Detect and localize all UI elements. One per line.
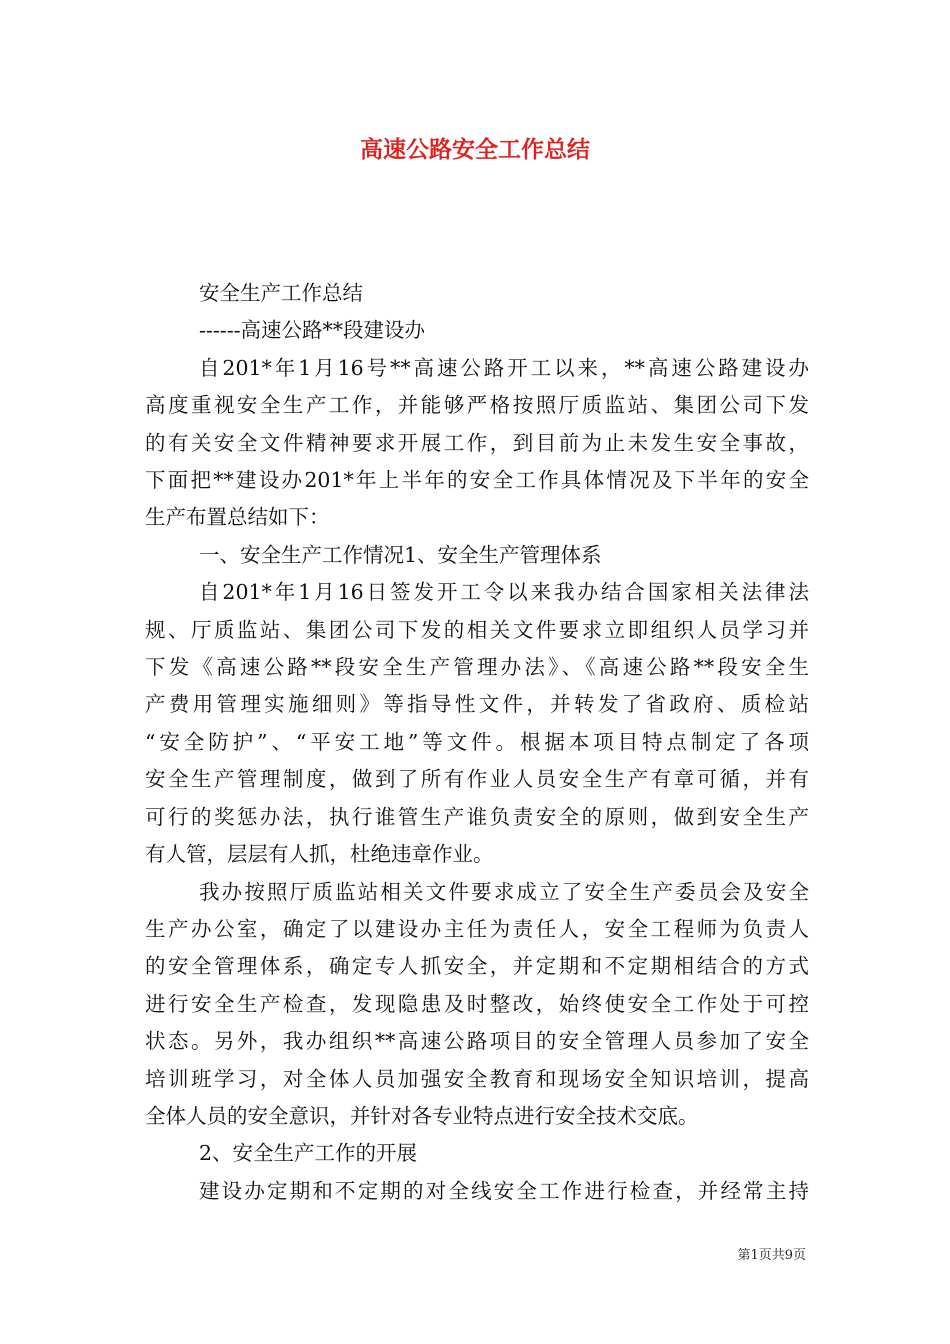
text-line: 生产布置总结如下：	[145, 505, 330, 530]
text-line: 2、安全生产工作的开展	[199, 1141, 418, 1166]
text-line: 安全生产工作总结	[199, 281, 363, 305]
text-line: 状态。另外，我办组织**高速公路项目的安全管理人员参加了安全	[145, 1029, 809, 1054]
text-line: 下面把**建设办201*年上半年的安全工作具体情况及下半年的安全	[145, 468, 809, 493]
text-line: 自201*年1月16日签发开工令以来我办结合国家相关法律法	[199, 580, 809, 605]
text-line: 的有关安全文件精神要求开展工作，到目前为止未发生安全事故，	[145, 430, 809, 455]
document-body	[145, 275, 809, 1210]
text-line: 的安全管理体系，确定专人抓安全，并定期和不定期相结合的方式	[145, 954, 809, 979]
text-line: 有人管，层层有人抓，杜绝违章作业。	[145, 842, 494, 867]
text-line: 进行安全生产检查，发现隐患及时整改，始终使安全工作处于可控	[145, 991, 809, 1016]
page-number: 第1页共9页	[737, 1248, 806, 1263]
text-line: 高度重视安全生产工作，并能够严格按照厅质监站、集团公司下发	[145, 393, 809, 418]
text-line: 下发《高速公路**段安全生产管理办法》、《高速公路**段安全生	[145, 655, 809, 680]
text-line: 安全生产管理制度，做到了所有作业人员安全生产有章可循，并有	[145, 767, 809, 792]
text-line: 可行的奖惩办法，执行谁管生产谁负责安全的原则，做到安全生产	[145, 804, 809, 829]
text-line: 我办按照厅质监站相关文件要求成立了安全生产委员会及安全	[199, 879, 809, 904]
text-line: 全体人员的安全意识，并针对各专业特点进行安全技术交底。	[145, 1103, 699, 1128]
text-line: 产费用管理实施细则》等指导性文件，并转发了省政府、质检站	[145, 692, 809, 717]
text-line: 生产办公室，确定了以建设办主任为责任人，安全工程师为负责人	[145, 916, 809, 941]
text-line: 一、安全生产工作情况1、安全生产管理体系	[199, 542, 602, 567]
text-line: ------高速公路**段建设办	[199, 318, 426, 343]
text-line: “安全防护”、“平安工地”等文件。根据本项目特点制定了各项	[145, 729, 809, 754]
text-line: 规、厅质监站、集团公司下发的相关文件要求立即组织人员学习并	[145, 617, 809, 642]
text-line: 培训班学习，对全体人员加强安全教育和现场安全知识培训，提高	[145, 1066, 809, 1091]
document-title: 高速公路安全工作总结	[360, 136, 590, 163]
text-line: 建设办定期和不定期的对全线安全工作进行检查，并经常主持	[199, 1178, 809, 1203]
text-line: 自201*年1月16号**高速公路开工以来，**高速公路建设办	[199, 355, 809, 380]
